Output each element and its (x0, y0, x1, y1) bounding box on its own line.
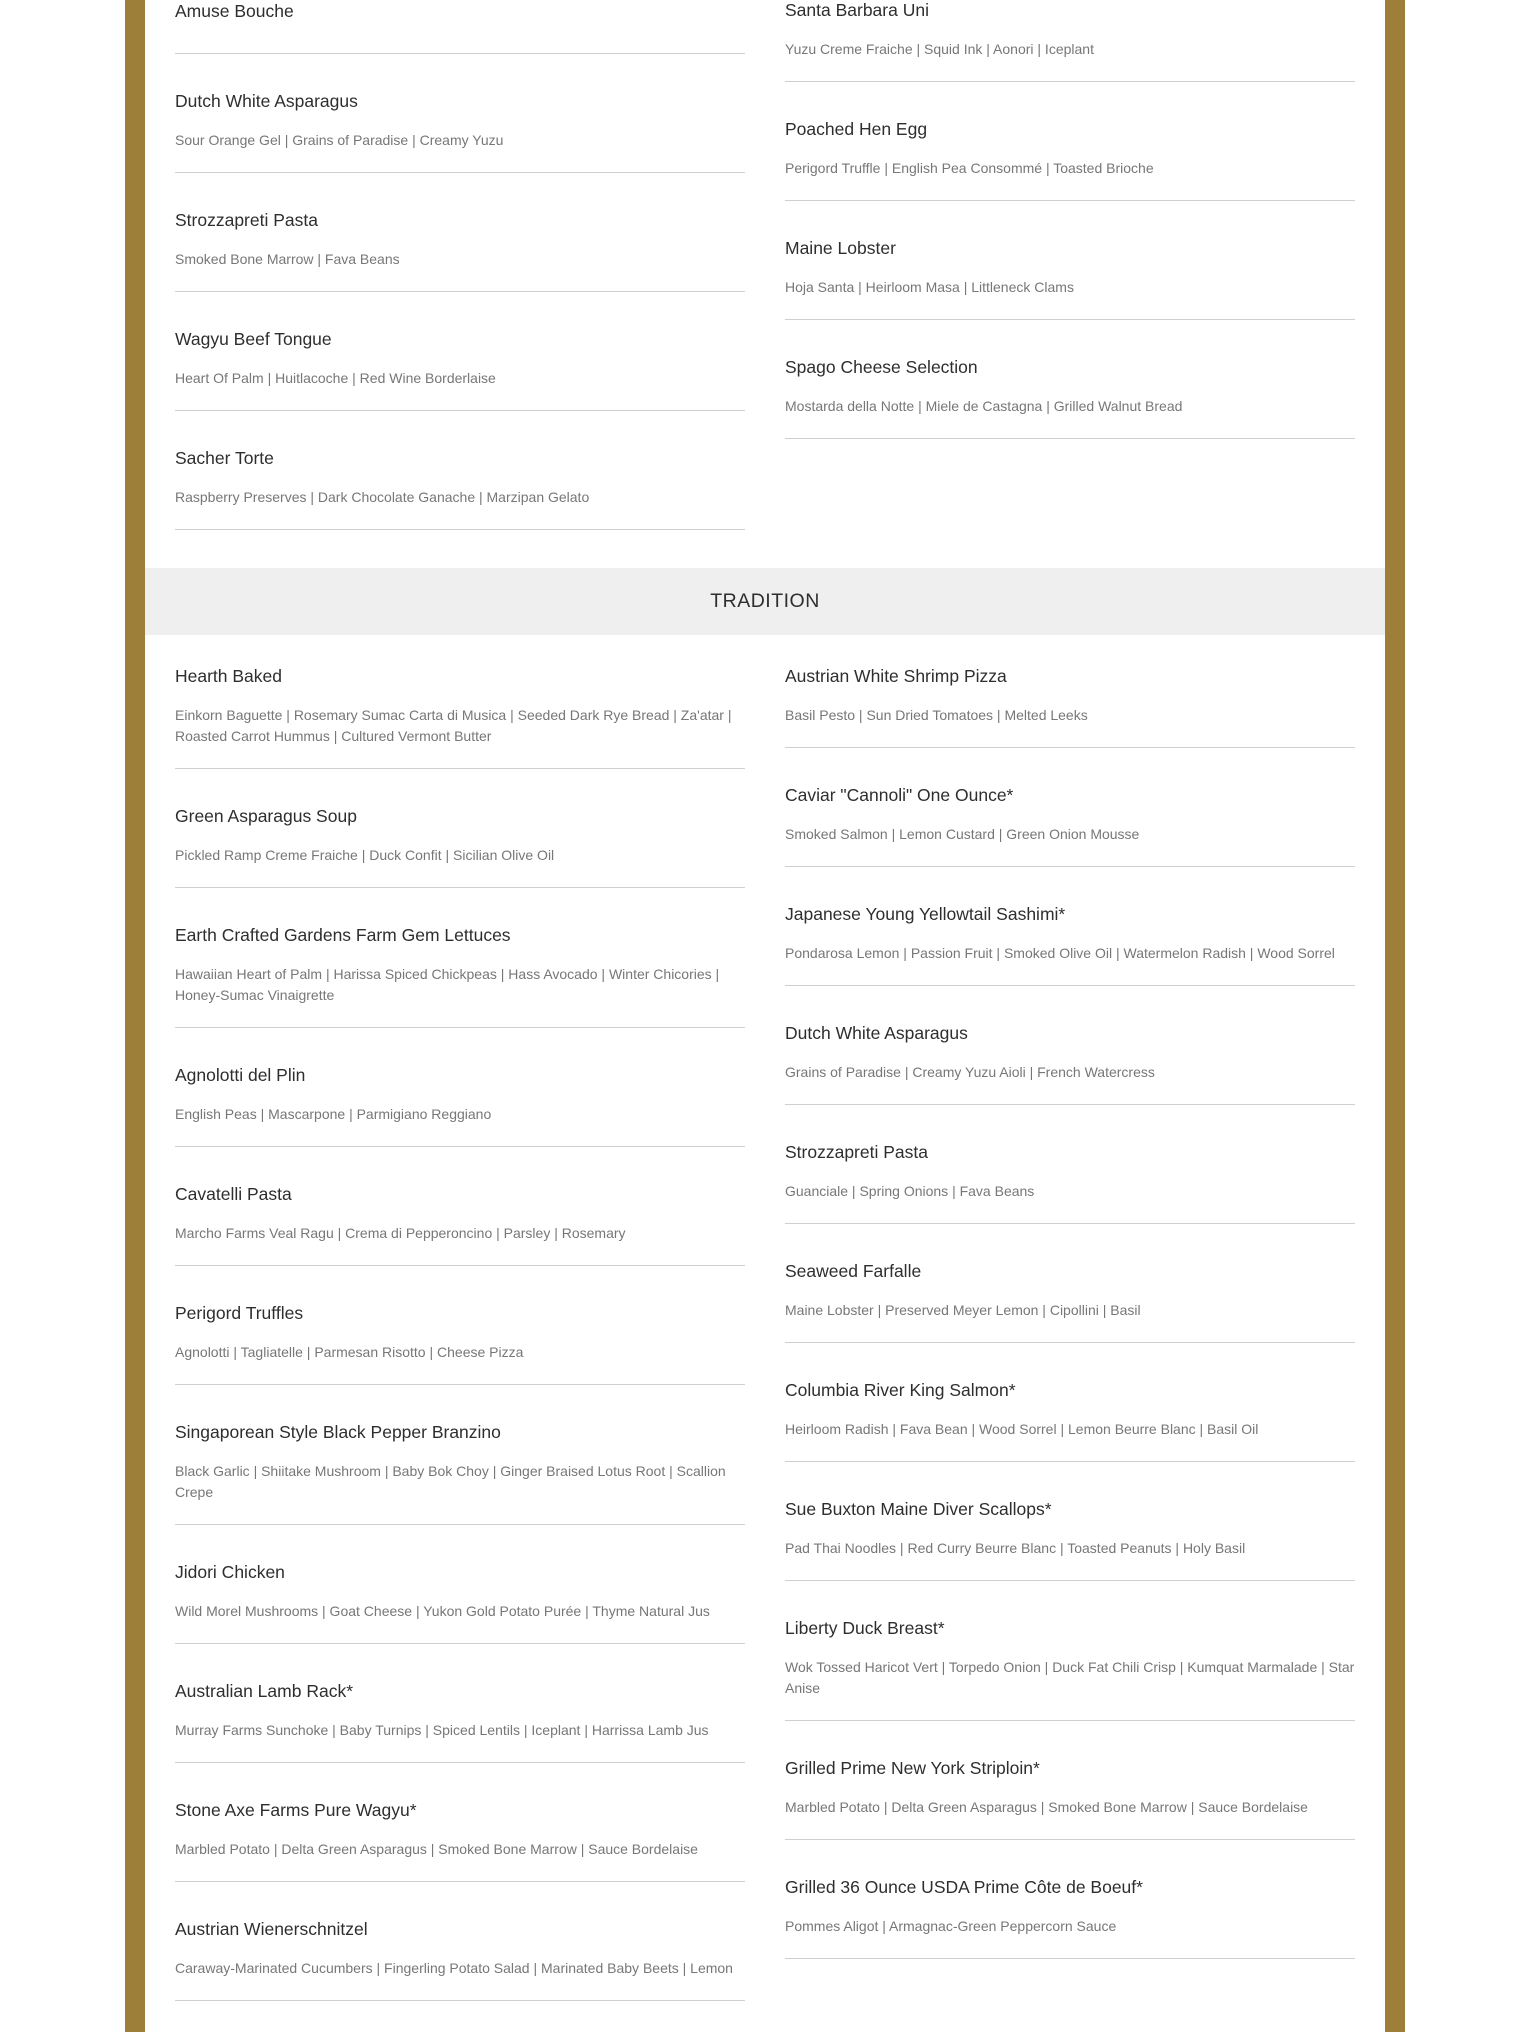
menu-item-description: Caraway-Marinated Cucumbers | Fingerling Potato Salad | Marinated Baby Beets | Lemon (175, 1960, 733, 1976)
menu-item-name: Grilled 36 Ounce USDA Prime Côte de Boeuf* (785, 1877, 1143, 1897)
menu-item (175, 1063, 745, 1147)
menu-item-name: Poached Hen Egg (785, 119, 928, 139)
menu-item (785, 355, 1355, 439)
menu-column-right (785, 0, 1355, 565)
menu-item-description: Pommes Aligot | Armagnac-Green Peppercorn Sauce (785, 1918, 1117, 1934)
section-title-banner: TRADITION (145, 568, 1385, 635)
menu-item-name: Wagyu Beef Tongue (175, 329, 332, 349)
menu-item (175, 1182, 745, 1266)
menu-item-name: Strozzapreti Pasta (175, 210, 318, 230)
menu-item-description: Pad Thai Noodles | Red Curry Beurre Blanc | Toasted Peanuts | Holy Basil (785, 1540, 1246, 1556)
menu-item-description: Pickled Ramp Creme Fraiche | Duck Confit | Sicilian Olive Oil (175, 847, 555, 863)
menu-item-name: Caviar "Cannoli" One Ounce* (785, 785, 1014, 805)
menu-item-name: Dutch White Asparagus (785, 1023, 968, 1043)
menu-item (175, 1420, 745, 1525)
menu-item-name: Grilled Prime New York Striploin* (785, 1758, 1040, 1778)
menu-item-description: Smoked Salmon | Lemon Custard | Green Onion Mousse (785, 826, 1140, 842)
menu-item-description: Black Garlic | Shiitake Mushroom | Baby Bok Choy | Ginger Braised Lotus Root | Scallion Crepe (175, 1463, 726, 1500)
menu-item (785, 1616, 1355, 1721)
menu-item-name: Amuse Bouche (175, 1, 294, 21)
menu-item (175, 923, 745, 1028)
menu-item (785, 1140, 1355, 1224)
menu-item-description: Heart Of Palm | Huitlacoche | Red Wine Borderlaise (175, 370, 496, 386)
menu-item-name: Sue Buxton Maine Diver Scallops* (785, 1499, 1052, 1519)
menu-item-name: Perigord Truffles (175, 1303, 304, 1323)
menu-item-description: Wok Tossed Haricot Vert | Torpedo Onion | Duck Fat Chili Crisp | Kumquat Marmalade | Star Anise (785, 1659, 1355, 1696)
menu-item (175, 446, 745, 530)
menu-item (175, 89, 745, 173)
menu-item-description: Sour Orange Gel | Grains of Paradise | Creamy Yuzu (175, 132, 504, 148)
menu-item-description: Marbled Potato | Delta Green Asparagus | Smoked Bone Marrow | Sauce Bordelaise (175, 1841, 698, 1857)
menu-item (785, 902, 1355, 986)
menu-item (175, 1798, 745, 1882)
menu-item-name: Singaporean Style Black Pepper Branzino (175, 1422, 501, 1442)
menu-item (785, 1875, 1355, 1959)
menu-item-description: Smoked Bone Marrow | Fava Beans (175, 251, 400, 267)
menu-item-description: Yuzu Creme Fraiche | Squid Ink | Aonori | Iceplant (785, 41, 1094, 57)
menu-item-name: Japanese Young Yellowtail Sashimi* (785, 904, 1066, 924)
menu-item-description: Mostarda della Notte | Miele de Castagna | Grilled Walnut Bread (785, 398, 1183, 414)
menu-item (785, 664, 1355, 748)
menu-item-description: Perigord Truffle | English Pea Consommé | Toasted Brioche (785, 160, 1154, 176)
menu-item-name: Jidori Chicken (175, 1562, 285, 1582)
menu-item-name: Austrian Wienerschnitzel (175, 1919, 368, 1939)
menu-item-name: Agnolotti del Plin (175, 1065, 306, 1085)
menu-item (785, 236, 1355, 320)
menu-item-description: Maine Lobster | Preserved Meyer Lemon | Cipollini | Basil (785, 1302, 1141, 1318)
menu-item-name: Columbia River King Salmon* (785, 1380, 1016, 1400)
menu-column-right (785, 664, 1355, 2036)
menu-tradition-section (175, 664, 1355, 2036)
menu-item (175, 1560, 745, 1644)
menu-item-description: Wild Morel Mushrooms | Goat Cheese | Yukon Gold Potato Purée | Thyme Natural Jus (175, 1603, 710, 1619)
menu-item (175, 1679, 745, 1763)
menu-item-name: Liberty Duck Breast* (785, 1618, 945, 1638)
menu-item-name: Cavatelli Pasta (175, 1184, 292, 1204)
menu-item-description: Murray Farms Sunchoke | Baby Turnips | Spiced Lentils | Iceplant | Harrissa Lamb Jus (175, 1722, 709, 1738)
menu-item-description: Raspberry Preserves | Dark Chocolate Ganache | Marzipan Gelato (175, 489, 590, 505)
menu-item-description: Basil Pesto | Sun Dried Tomatoes | Melted Leeks (785, 707, 1088, 723)
menu-item (785, 783, 1355, 867)
menu-item-name: Green Asparagus Soup (175, 806, 357, 826)
menu-item (175, 1917, 745, 2001)
menu-item (785, 117, 1355, 201)
menu-item (175, 327, 745, 411)
menu-item-description: English Peas | Mascarpone | Parmigiano Reggiano (175, 1106, 492, 1122)
menu-item (175, 664, 745, 769)
menu-item-name: Spago Cheese Selection (785, 357, 978, 377)
menu-item (175, 208, 745, 292)
menu-item-name: Earth Crafted Gardens Farm Gem Lettuces (175, 925, 511, 945)
menu-column-left (175, 0, 745, 565)
menu-item-name: Sacher Torte (175, 448, 274, 468)
menu-item-description: Guanciale | Spring Onions | Fava Beans (785, 1183, 1035, 1199)
menu-top-section (175, 0, 1355, 565)
menu-item-description: Marbled Potato | Delta Green Asparagus | Smoked Bone Marrow | Sauce Bordelaise (785, 1799, 1308, 1815)
menu-item-description: Pondarosa Lemon | Passion Fruit | Smoked Olive Oil | Watermelon Radish | Wood Sorrel (785, 945, 1335, 961)
menu-item-name: Strozzapreti Pasta (785, 1142, 928, 1162)
menu-item (175, 1301, 745, 1385)
menu-item (785, 1497, 1355, 1581)
menu-item (175, 0, 745, 54)
menu-item (785, 1021, 1355, 1105)
menu-item-name: Santa Barbara Uni (785, 0, 929, 20)
menu-item-description: Einkorn Baguette | Rosemary Sumac Carta di Musica | Seeded Dark Rye Bread | Za'atar | Roasted Carrot Hummus | Cultured Vermont Butter (175, 707, 732, 744)
menu-item-name: Australian Lamb Rack* (175, 1681, 353, 1701)
menu-item-name: Stone Axe Farms Pure Wagyu* (175, 1800, 417, 1820)
menu-item (785, 1756, 1355, 1840)
menu-item-description: Hoja Santa | Heirloom Masa | Littleneck Clams (785, 279, 1074, 295)
menu-item-description: Agnolotti | Tagliatelle | Parmesan Risotto | Cheese Pizza (175, 1344, 524, 1360)
menu-item (785, 0, 1355, 82)
menu-item-description: Hawaiian Heart of Palm | Harissa Spiced Chickpeas | Hass Avocado | Winter Chicories | Honey-Sumac Vinaigrette (175, 966, 720, 1003)
menu-item-description: Grains of Paradise | Creamy Yuzu Aioli | French Watercress (785, 1064, 1155, 1080)
menu-item-name: Maine Lobster (785, 238, 896, 258)
menu-item-name: Hearth Baked (175, 666, 283, 686)
menu-item-name: Dutch White Asparagus (175, 91, 358, 111)
menu-item-description: Heirloom Radish | Fava Bean | Wood Sorrel | Lemon Beurre Blanc | Basil Oil (785, 1421, 1259, 1437)
menu-item-name: Austrian White Shrimp Pizza (785, 666, 1007, 686)
menu-item (785, 1378, 1355, 1462)
menu-column-left (175, 664, 745, 2036)
menu-item-name: Seaweed Farfalle (785, 1261, 922, 1281)
menu-item-description: Marcho Farms Veal Ragu | Crema di Pepperoncino | Parsley | Rosemary (175, 1225, 626, 1241)
menu-item (785, 1259, 1355, 1343)
menu-item (175, 804, 745, 888)
